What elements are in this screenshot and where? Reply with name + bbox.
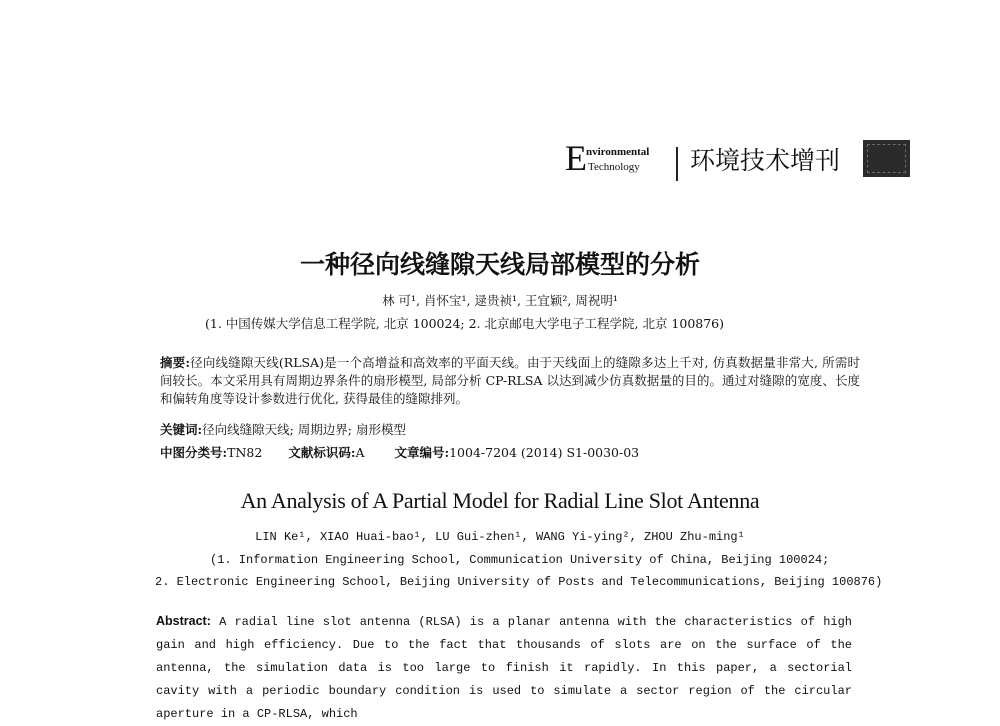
abstract-en-label: Abstract: <box>156 614 211 628</box>
header-decoration-block <box>863 140 910 177</box>
affiliation-en-2: 2. Electronic Engineering School, Beijing University of Posts and Telecommunications, Beijing 100876) <box>155 575 883 589</box>
clc-value: TN82 <box>227 445 263 460</box>
abstract-cn <box>160 354 860 408</box>
abstract-en-text: A radial line slot antenna (RLSA) is a planar antenna with the characteristics of high gain and high efficiency. Due to the fact that thousands of slots are on the surface of the antenna, the simulation data is too large to finish it rapidly. In this paper, a sectorial cavity with a periodic boundary condition is used to simulate a sector region of the circular aperture in a CP-RLSA, which <box>156 615 852 721</box>
classification-line <box>160 444 860 462</box>
journal-logo-line2: Technology <box>588 161 640 173</box>
journal-logo-line1: nvironmental <box>586 146 650 158</box>
paper-title-cn: 一种径向线缝隙天线局部模型的分析 <box>299 250 700 279</box>
affiliation-en-1: (1. Information Engineering School, Communication University of China, Beijing 100024; <box>210 553 830 567</box>
journal-name: 环境技术增刊 <box>690 146 841 175</box>
abstract-en <box>156 610 852 726</box>
doc-code-label: 文献标识码: <box>288 445 356 460</box>
authors-en: LIN Ke¹, XIAO Huai-bao¹, LU Gui-zhen¹, WANG Yi-ying², ZHOU Zhu-ming¹ <box>255 530 745 544</box>
keywords-cn-text: 径向线缝隙天线; 周期边界; 扇形模型 <box>202 422 406 437</box>
article-no-value: 1004-7204 (2014) S1-0030-03 <box>449 445 640 460</box>
affiliations-cn: (1. 中国传媒大学信息工程学院, 北京 100024; 2. 北京邮电大学电子工程学院, 北京 100876) <box>205 316 725 331</box>
abstract-cn-text: 径向线缝隙天线(RLSA)是一个高增益和高效率的平面天线。由于天线面上的缝隙多达上千对, 仿真数据量非常大, 所需时间较长。本文采用具有周期边界条件的扇形模型, 局部分析 CP-RLSA 以达到减少仿真数据量的目的。通过对缝隙的宽度、长度和偏转角度等设计参数进行优化, 获得最佳的缝隙排列。 <box>160 355 861 406</box>
journal-logo-initial: E <box>565 138 587 178</box>
authors-cn: 林 可¹, 肖怀宝¹, 逯贵祯¹, 王宜颖², 周祝明¹ <box>382 293 618 308</box>
abstract-cn-label: 摘要: <box>160 355 190 370</box>
header-divider <box>676 147 678 181</box>
article-no-label: 文章编号: <box>394 445 450 460</box>
keywords-cn <box>160 421 860 439</box>
clc-label: 中图分类号: <box>160 445 228 460</box>
doc-code-value: A <box>355 445 365 460</box>
keywords-cn-label: 关键词: <box>160 422 203 437</box>
paper-title-en: An Analysis of A Partial Model for Radial Line Slot Antenna <box>240 488 760 513</box>
